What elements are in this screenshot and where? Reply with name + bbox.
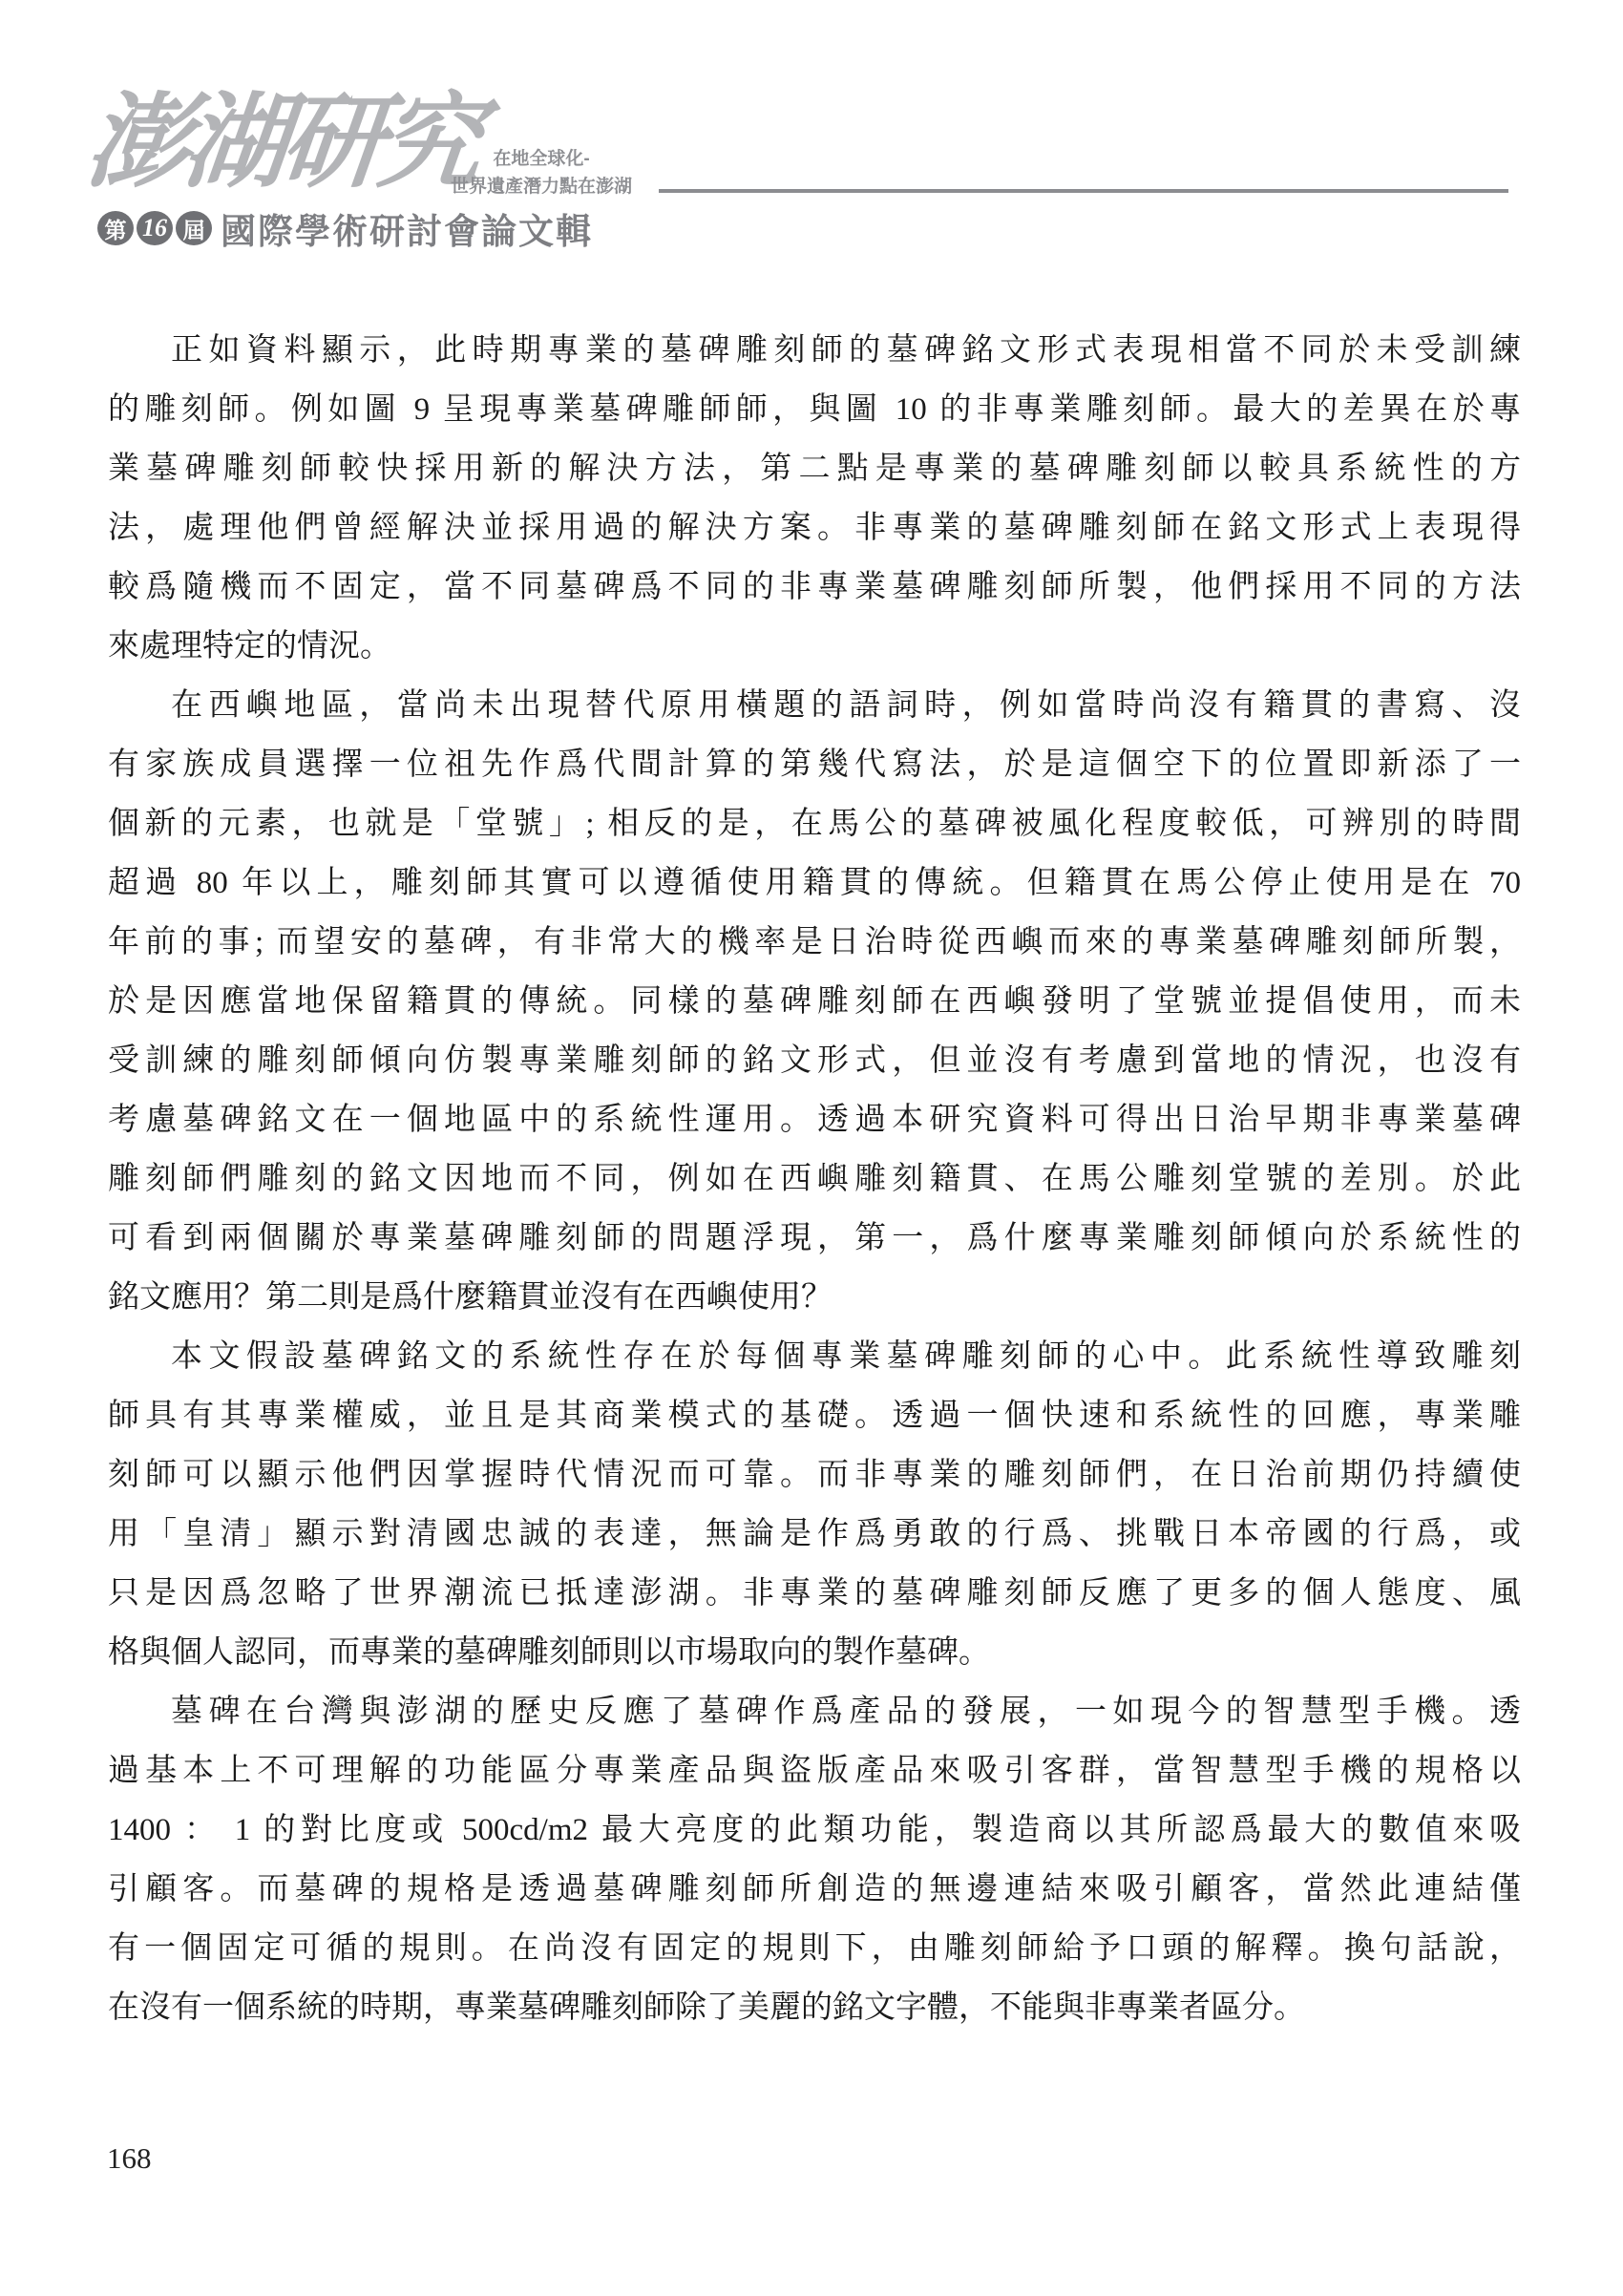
- text-line: 格與個人認同，而專業的墓碑雕刻師則以市場取向的製作墓碑。: [108, 1635, 990, 1670]
- text-line: 只是因爲忽略了世界潮流已抵達澎湖。非專業的墓碑雕刻師反應了更多的個人態度、風: [108, 1576, 1521, 1611]
- text-line: 在沒有一個系統的時期，專業墓碑雕刻師除了美麗的銘文字體，不能與非專業者區分。: [108, 1991, 1305, 2025]
- text-line: 正如資料顯示，此時期專業的墓碑雕刻師的墓碑銘文形式表現相當不同於未受訓練: [171, 333, 1521, 368]
- text-line: 業墓碑雕刻師較快採用新的解決方法，第二點是專業的墓碑雕刻師以較具系統性的方: [108, 452, 1521, 486]
- text-line: 可看到兩個關於專業墓碑雕刻師的問題浮現，第一，爲什麼專業雕刻師傾向於系統性的: [108, 1221, 1521, 1255]
- paragraph: [108, 676, 1521, 1327]
- text-line: 過基本上不可理解的功能區分專業產品與盜版產品來吸引客群，當智慧型手機的規格以: [108, 1754, 1521, 1788]
- text-line: 於是因應當地保留籍貫的傳統。同樣的墓碑雕刻師在西嶼發明了堂號並提倡使用，而未: [108, 984, 1521, 1019]
- paragraph: [108, 1327, 1521, 1682]
- journal-logo: 澎湖研究: [80, 87, 483, 200]
- text-line: 本文假設墓碑銘文的系統性存在於每個專業墓碑雕刻師的心中。此系統性導致雕刻: [171, 1339, 1521, 1374]
- text-line: 來處理特定的情況。: [108, 629, 391, 664]
- text-line: 個新的元素，也就是「堂號」; 相反的是，在馬公的墓碑被風化程度較低，可辨別的時間: [108, 807, 1521, 841]
- text-line: 引顧客。而墓碑的規格是透過墓碑雕刻師所創造的無邊連結來吸引顧客，當然此連結僅: [108, 1872, 1521, 1906]
- text-line: 雕刻師們雕刻的銘文因地而不同，例如在西嶼雕刻籍貫、在馬公雕刻堂號的差別。於此: [108, 1162, 1521, 1196]
- text-line: 考慮墓碑銘文在一個地區中的系統性運用。透過本研究資料可得出日治早期非專業墓碑: [108, 1103, 1521, 1137]
- text-line: 墓碑在台灣與澎湖的歷史反應了墓碑作爲產品的發展，一如現今的智慧型手機。透: [171, 1695, 1521, 1729]
- series-badge-post: 屆: [176, 211, 212, 245]
- series-title-line: [97, 202, 593, 254]
- text-line: 有家族成員選擇一位祖先作爲代間計算的第幾代寫法，於是這個空下的位置即新添了一: [108, 748, 1521, 782]
- text-line: 1400 ： 1 的對比度或 500cd/m2 最大亮度的此類功能，製造商以其所認爲最大的數值來吸: [108, 1813, 1521, 1847]
- series-badge-number: 16: [137, 211, 173, 245]
- paragraph: [108, 321, 1521, 676]
- text-line: 刻師可以顯示他們因掌握時代情況而可靠。而非專業的雕刻師們，在日治前期仍持續使: [108, 1458, 1521, 1492]
- header-divider: [659, 189, 1508, 193]
- journal-subtitle: [441, 145, 642, 200]
- text-line: 法，處理他們曾經解決並採用過的解決方案。非專業的墓碑雕刻師在銘文形式上表現得: [108, 511, 1521, 545]
- body-text: [108, 321, 1521, 2037]
- series-badge-pre: 第: [97, 211, 134, 245]
- text-line: 有一個固定可循的規則。在尚沒有固定的規則下，由雕刻師給予口頭的解釋。換句話說，: [108, 1931, 1521, 1966]
- text-line: 受訓練的雕刻師傾向仿製專業雕刻師的銘文形式，但並沒有考慮到當地的情況，也沒有: [108, 1043, 1521, 1078]
- paragraph: [108, 1682, 1521, 2037]
- text-line: 超過 80 年以上，雕刻師其實可以遵循使用籍貫的傳統。但籍貫在馬公停止使用是在 70: [108, 866, 1521, 900]
- series-title: 國際學術研討會論文輯: [221, 213, 593, 252]
- text-line: 年前的事; 而望安的墓碑，有非常大的機率是日治時從西嶼而來的專業墓碑雕刻師所製，: [108, 925, 1521, 959]
- text-line: 較爲隨機而不固定，當不同墓碑爲不同的非專業墓碑雕刻師所製，他們採用不同的方法: [108, 570, 1521, 604]
- text-line: 師具有其專業權威，並且是其商業模式的基礎。透過一個快速和系統性的回應，專業雕: [108, 1399, 1521, 1433]
- journal-subtitle-line1: 在地全球化-: [493, 149, 590, 169]
- page-number: 168: [107, 2141, 152, 2175]
- text-line: 用「皇清」顯示對清國忠誠的表達，無論是作爲勇敢的行爲、挑戰日本帝國的行爲，或: [108, 1517, 1521, 1551]
- text-line: 的雕刻師。例如圖 9 呈現專業墓碑雕師師，與圖 10 的非專業雕刻師。最大的差異在於專: [108, 392, 1521, 427]
- text-line: 銘文應用？第二則是爲什麼籍貫並沒有在西嶼使用？: [108, 1280, 833, 1315]
- text-line: 在西嶼地區，當尚未出現替代原用橫題的語詞時，例如當時尚沒有籍貫的書寫、沒: [171, 688, 1521, 723]
- journal-subtitle-line2: 世界遺產潛力點在澎湖: [450, 177, 632, 197]
